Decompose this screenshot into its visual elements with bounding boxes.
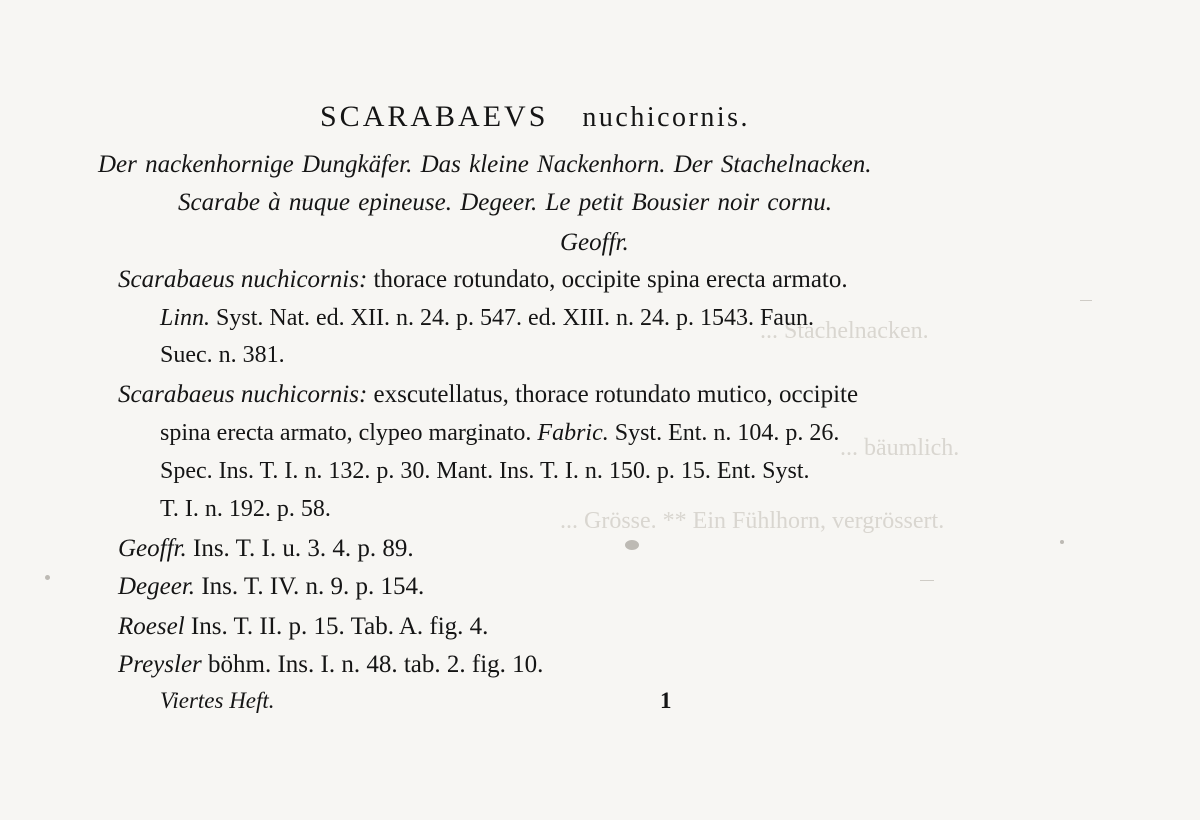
page-title — [320, 102, 750, 133]
author-name: Geoffr. — [118, 535, 187, 562]
common-names-line-3: Geoffr. — [560, 229, 629, 256]
paper-speck — [625, 540, 639, 550]
paper-mark — [920, 580, 934, 581]
title-genus: SCARABAEVS — [320, 100, 549, 133]
description-cont: spina erecta armato, clypeo marginato. — [160, 420, 532, 446]
roesel-entry — [118, 612, 488, 642]
common-names-line-2: Scarabe à nuque epineuse. Degeer. Le petit Bousier noir cornu. — [178, 189, 832, 216]
bleed-through-line: ... bäumlich. — [840, 435, 960, 461]
degeer-entry — [118, 572, 424, 602]
species-description: thorace rotundato, occipite spina erecta armato. — [373, 266, 848, 293]
author-name: Fabric. — [537, 420, 609, 446]
species-description: exscutellatus, thorace rotundato mutico, occipite — [373, 381, 859, 408]
linn-reference-cont: Suec. n. 381. — [160, 342, 285, 368]
linn-reference — [160, 303, 814, 333]
author-name: Roesel — [118, 613, 185, 640]
fabr-entry — [118, 380, 858, 410]
fabr-reference — [160, 418, 839, 448]
geoffr-entry — [118, 534, 414, 564]
fabr-reference-cont: T. I. n. 192. p. 58. — [160, 496, 331, 522]
fabr-reference-cont: Spec. Ins. T. I. n. 132. p. 30. Mant. Ins. T. I. n. 150. p. 15. Ent. Syst. — [160, 458, 810, 484]
paper-speck — [1060, 540, 1064, 544]
paper-mark — [1080, 300, 1092, 301]
signature-mark: Viertes Heft. — [160, 688, 275, 713]
author-name: Preysler — [118, 651, 202, 678]
preysler-entry — [118, 650, 543, 680]
reference-text: böhm. Ins. I. n. 48. tab. 2. fig. 10. — [208, 651, 544, 678]
sheet-number: 1 — [660, 688, 672, 713]
reference-text: Ins. T. I. u. 3. 4. p. 89. — [193, 535, 414, 562]
bleed-through-line: ... Stachelnacken. — [760, 318, 929, 344]
reference-text: Syst. Ent. n. 104. p. 26. — [614, 420, 840, 446]
author-name: Degeer. — [118, 573, 196, 600]
paper-speck — [45, 575, 50, 580]
reference-text: Ins. T. II. p. 15. Tab. A. fig. 4. — [190, 613, 489, 640]
species-name: Scarabaeus nuchicornis: — [118, 266, 368, 293]
author-name: Linn. — [160, 305, 211, 331]
reference-text: Ins. T. IV. n. 9. p. 154. — [201, 573, 425, 600]
common-names-line-1: Der nackenhornige Dungkäfer. Das kleine Nackenhorn. Der Stachelnacken. — [98, 151, 872, 178]
reference-text: Syst. Nat. ed. XII. n. 24. p. 547. ed. XIII. n. 24. p. 1543. Faun. — [216, 305, 814, 331]
bleed-through-line: ... Grösse. ** Ein Fühlhorn, vergrössert. — [560, 508, 945, 534]
linn-entry — [118, 265, 848, 295]
title-species: nuchicornis. — [582, 102, 751, 133]
species-name: Scarabaeus nuchicornis: — [118, 381, 368, 408]
